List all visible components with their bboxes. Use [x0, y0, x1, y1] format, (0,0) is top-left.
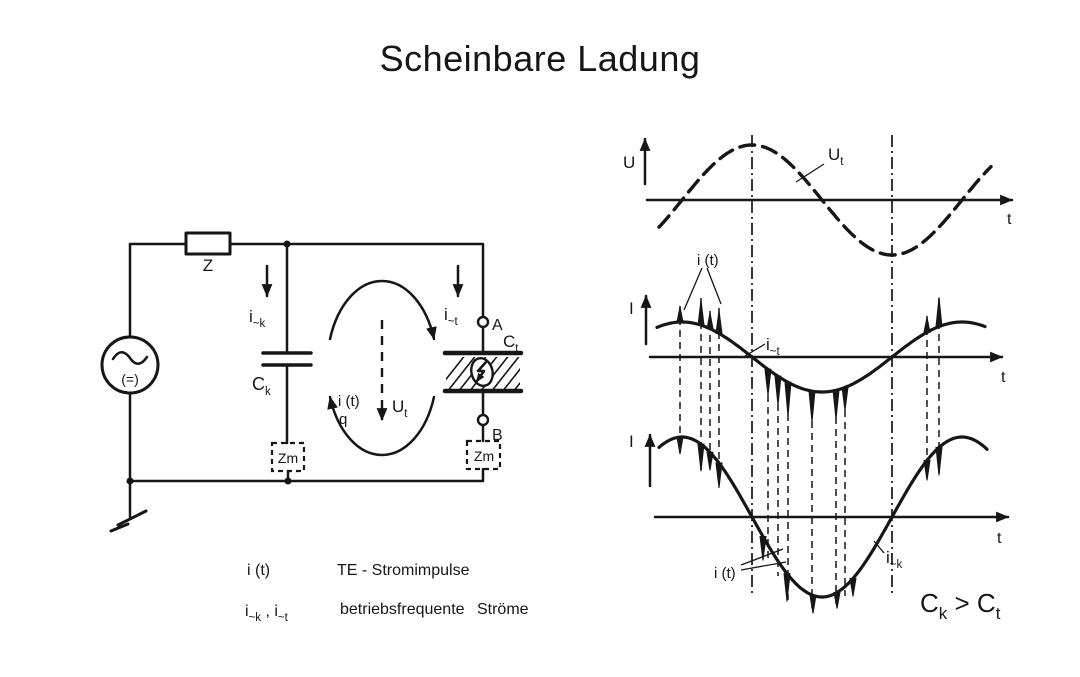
zm-left-label: Zm	[277, 450, 299, 466]
leader-it-curve	[745, 344, 765, 356]
pd-pulse	[765, 369, 771, 395]
test-object	[436, 353, 543, 392]
ground-symbol	[111, 511, 146, 531]
coupling-current-label: $i_{\sim k}$	[249, 307, 266, 330]
pd-pulse	[716, 463, 722, 488]
node-a-label: A	[492, 317, 503, 334]
pd-pulse	[842, 387, 848, 410]
sine-glyph	[113, 352, 147, 364]
legend-desc-2: betriebsfrequente Ströme	[340, 601, 529, 618]
ik-curve-label: $i_{\sim k}$	[886, 548, 903, 571]
pd-pulse	[850, 578, 856, 596]
pd-pulse	[834, 593, 840, 609]
guide-layer	[680, 135, 939, 612]
pd-pulse	[833, 390, 839, 419]
pd-pulse	[810, 595, 816, 613]
loop-current-label: i (t)	[338, 393, 360, 410]
pd-pulse	[677, 307, 683, 322]
pd-pulse	[785, 382, 791, 416]
loop-arc-top	[330, 281, 434, 339]
page-title: Scheinbare Ladung	[379, 38, 701, 79]
t-label-bottom: t	[997, 530, 1002, 547]
capacitor-ck	[263, 353, 311, 365]
pd-pulse	[677, 437, 683, 454]
loop-charge-label: q	[339, 411, 348, 428]
junction-dot	[127, 478, 134, 485]
node-b-label: B	[492, 427, 503, 444]
i-axis-label-bottom: I	[629, 432, 634, 451]
leader-it-pulses	[684, 268, 721, 310]
legend-symbol-1: i (t)	[247, 562, 271, 579]
pd-pulse	[698, 300, 704, 325]
junction-dot	[285, 478, 292, 485]
pd-pulse	[809, 391, 815, 422]
pulse-label-bottom: i (t)	[714, 565, 736, 582]
source-mode-label: (=)	[121, 371, 139, 387]
ut-curve-label: $U_t$	[828, 145, 844, 168]
pd-pulse	[716, 310, 722, 333]
pd-pulse	[698, 444, 704, 471]
condition-label: $C_k > C_t$	[920, 588, 1001, 623]
pd-pulse	[924, 317, 930, 332]
t-label-top: t	[1007, 211, 1012, 228]
node-b	[478, 415, 488, 425]
pd-pulse	[784, 574, 790, 602]
pd-pulse	[936, 298, 942, 327]
node-a	[478, 317, 488, 327]
circuit-diagram	[102, 233, 543, 531]
wave-layer	[657, 145, 991, 613]
pd-pulse	[775, 376, 781, 405]
impedance-label: Z	[202, 256, 214, 275]
legend-symbol-2: $i_{\sim k}$ , $i_{\sim t}$	[245, 603, 288, 624]
legend-desc-1: TE - Stromimpulse	[337, 562, 470, 579]
waveform-panel	[623, 135, 1012, 623]
t-label-mid: t	[1001, 369, 1006, 386]
junction-dot	[284, 241, 291, 248]
test-current-label: $i_{\sim t}$	[444, 305, 458, 328]
pd-pulse	[924, 460, 930, 480]
loop-voltage-label: $U_t$	[392, 397, 408, 420]
legend	[245, 562, 529, 624]
impedance-box	[186, 233, 230, 254]
pd-pulse	[936, 447, 942, 475]
test-cap-label: $C_t$	[503, 332, 519, 355]
pulse-label-mid: i (t)	[697, 252, 719, 269]
coupling-cap-label: $C_k$	[252, 374, 271, 398]
it-curve-label: $i_{\sim t}$	[766, 335, 780, 358]
zm-right-label: Zm	[473, 448, 495, 464]
pd-pulse	[707, 313, 713, 329]
u-axis-label: U	[623, 153, 636, 172]
i-axis-label-mid: I	[629, 299, 634, 318]
wire	[130, 244, 483, 518]
pd-pulse	[707, 452, 713, 470]
